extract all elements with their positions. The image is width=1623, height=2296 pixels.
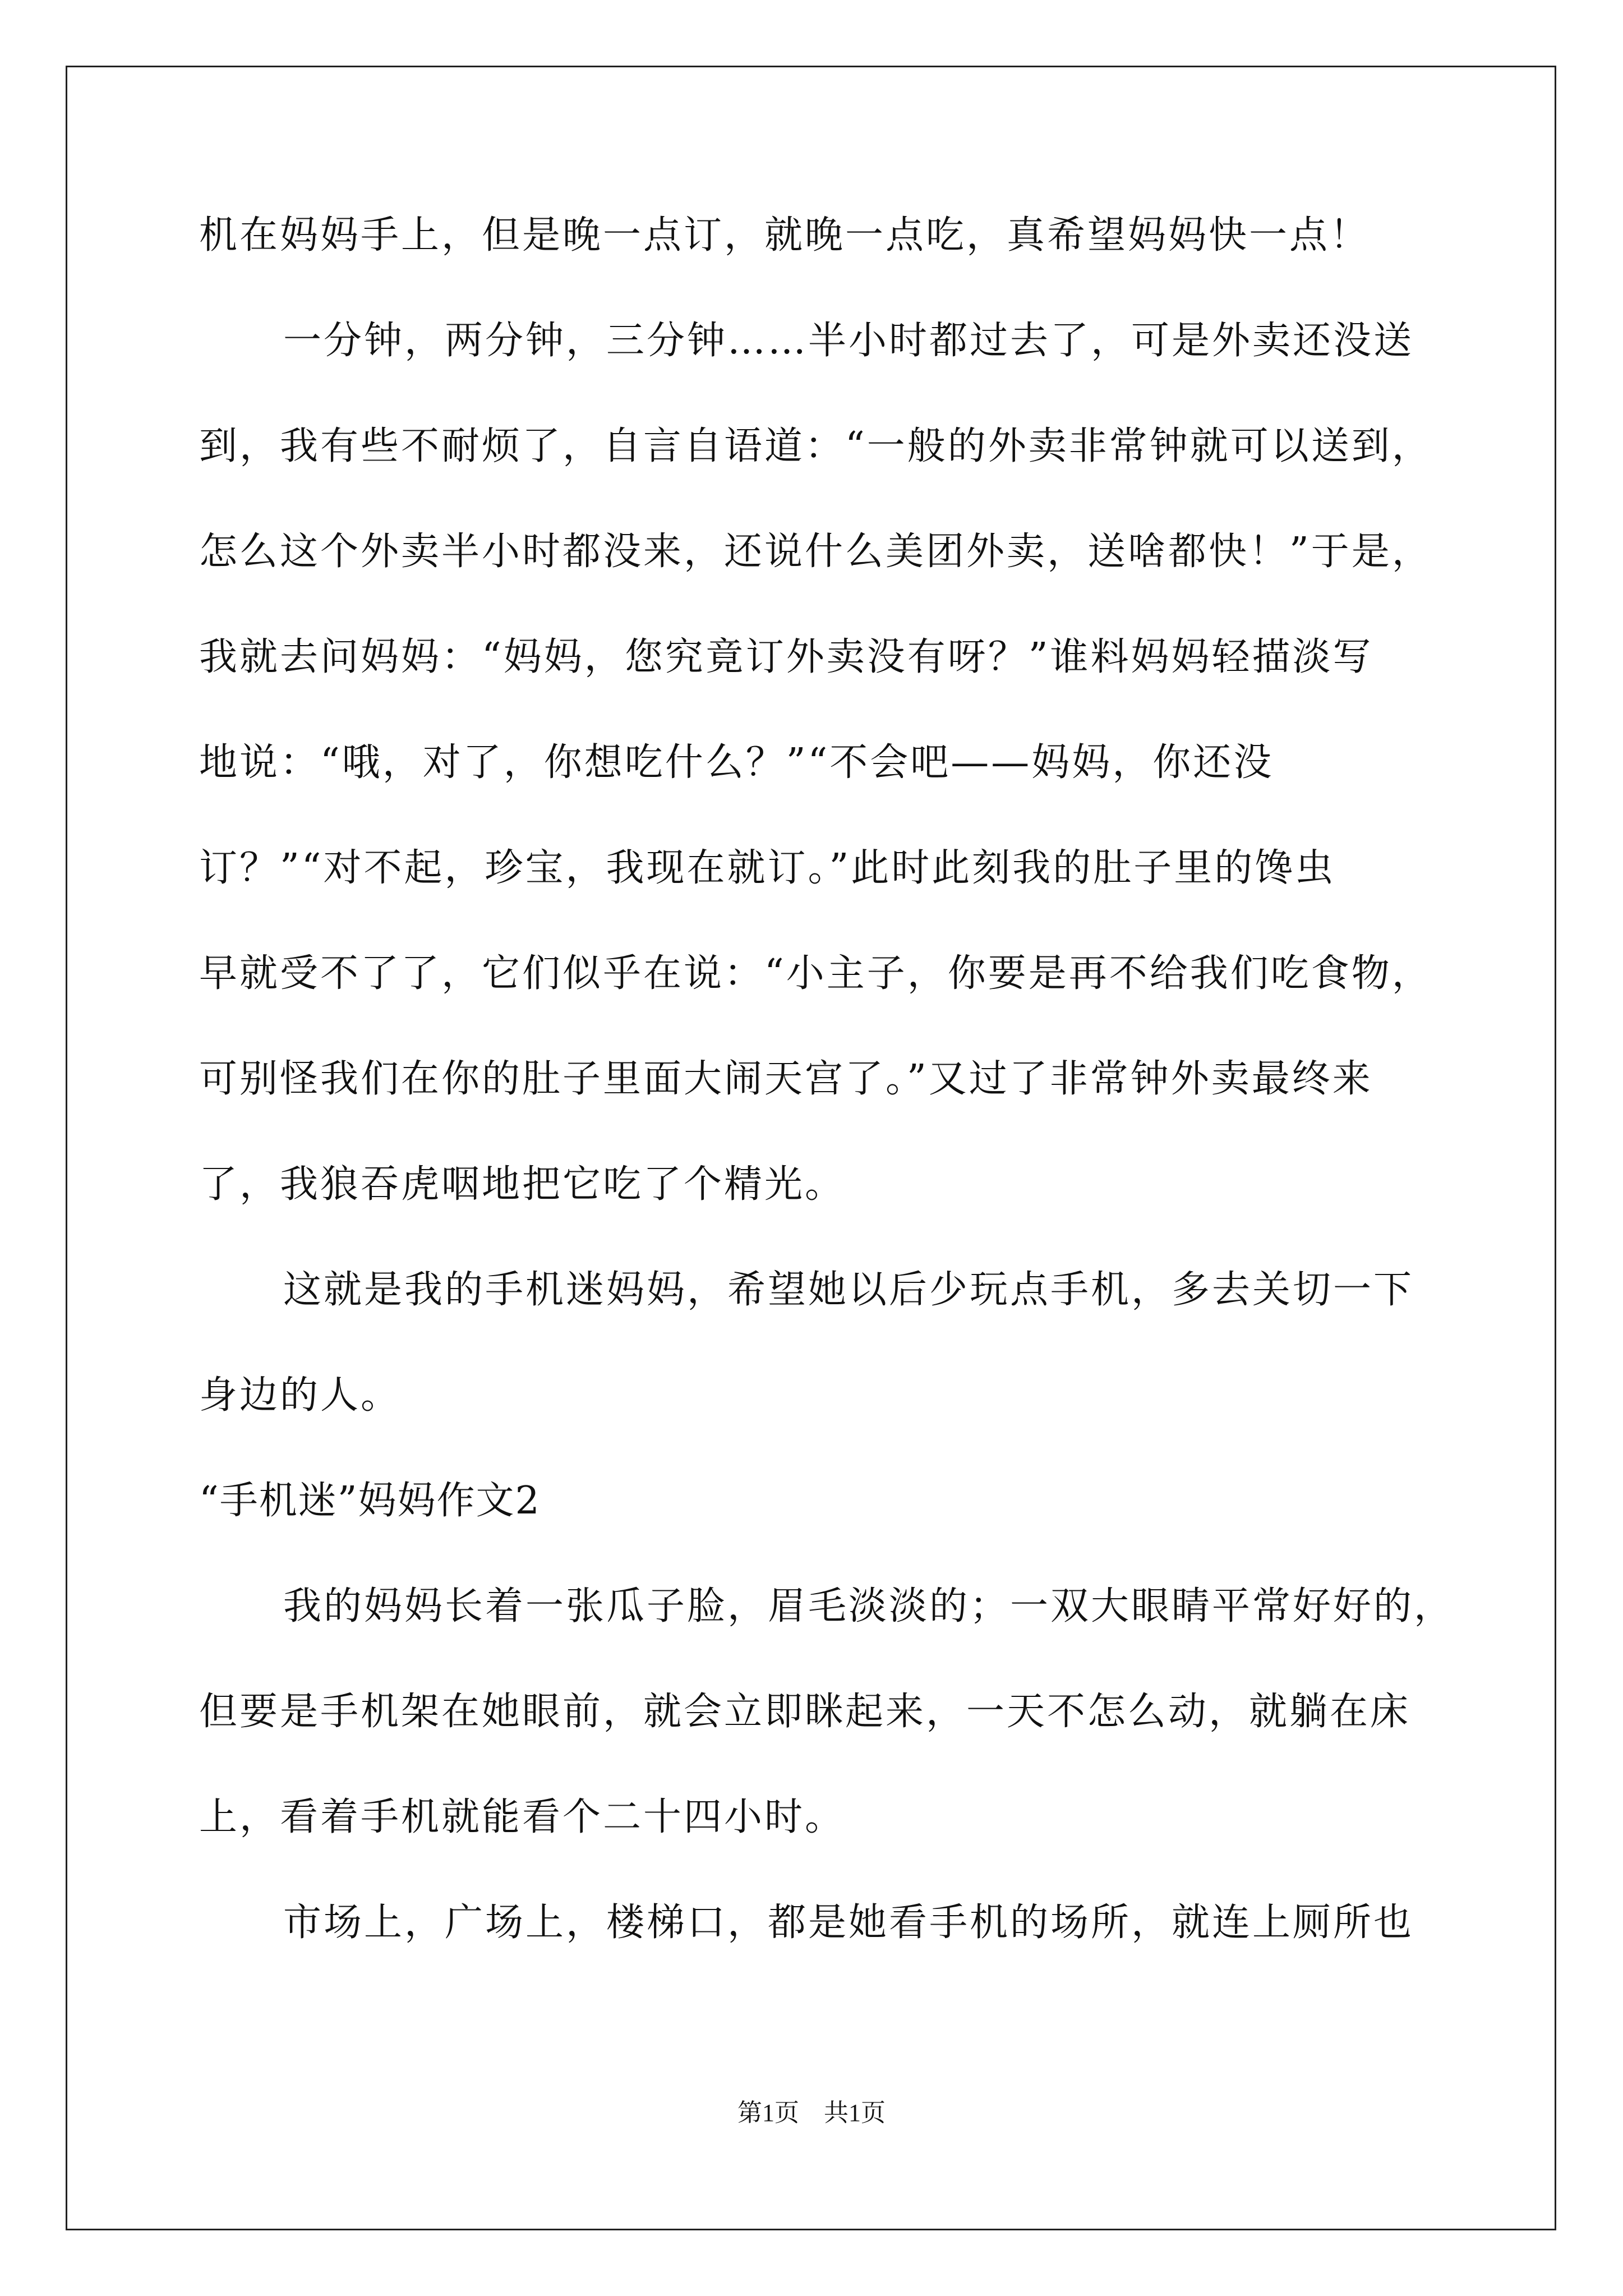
text-line: 可别怪我们在你的肚子里面大闹天宫了。”又过了非常钟外卖最终来 — [199, 1057, 1373, 1101]
text-line: 这就是我的手机迷妈妈，希望她以后少玩点手机，多去关切一下 — [283, 1268, 1414, 1312]
text-line: 我就去问妈妈：“妈妈，您究竟订外卖没有呀？”谁料妈妈轻描淡写 — [199, 635, 1373, 679]
text-line: 市场上，广场上，楼梯口，都是她看手机的场所，就连上厕所也 — [283, 1901, 1414, 1945]
text-line: 早就受不了了，它们似乎在说：“小主子，你要是再不给我们吃食物， — [199, 951, 1432, 996]
text-line: 机在妈妈手上，但是晚一点订，就晚一点吃，真希望妈妈快一点！ — [199, 213, 1371, 257]
text-line: 订？”“对不起，珍宝，我现在就订。”此时此刻我的肚子里的馋虫 — [199, 846, 1336, 890]
text-line: 身边的人。 — [199, 1373, 402, 1418]
text-line: 怎么这个外卖半小时都没来，还说什么美团外卖，送啥都快！”于是， — [199, 530, 1432, 574]
text-line: 一分钟，两分钟，三分钟……半小时都过去了，可是外卖还没送 — [283, 319, 1414, 363]
text-line: 了，我狼吞虎咽地把它吃了个精光。 — [199, 1162, 846, 1207]
text-line: 上，看着手机就能看个二十四小时。 — [199, 1795, 846, 1839]
text-line: 但要是手机架在她眼前，就会立即眯起来，一天不怎么动，就躺在床 — [199, 1690, 1411, 1734]
text-line: 我的妈妈长着一张瓜子脸，眉毛淡淡的；一双大眼睛平常好好的， — [283, 1584, 1455, 1628]
page-number: 第1页 共1页 — [737, 2099, 886, 2127]
text-line: 到，我有些不耐烦了，自言自语道：“一般的外卖非常钟就可以送到， — [199, 424, 1432, 468]
section-heading: “手机迷”妈妈作文2 — [199, 1479, 541, 1523]
text-line: 地说：“哦，对了，你想吃什么？”“不会吧——妈妈，你还没 — [199, 740, 1274, 785]
